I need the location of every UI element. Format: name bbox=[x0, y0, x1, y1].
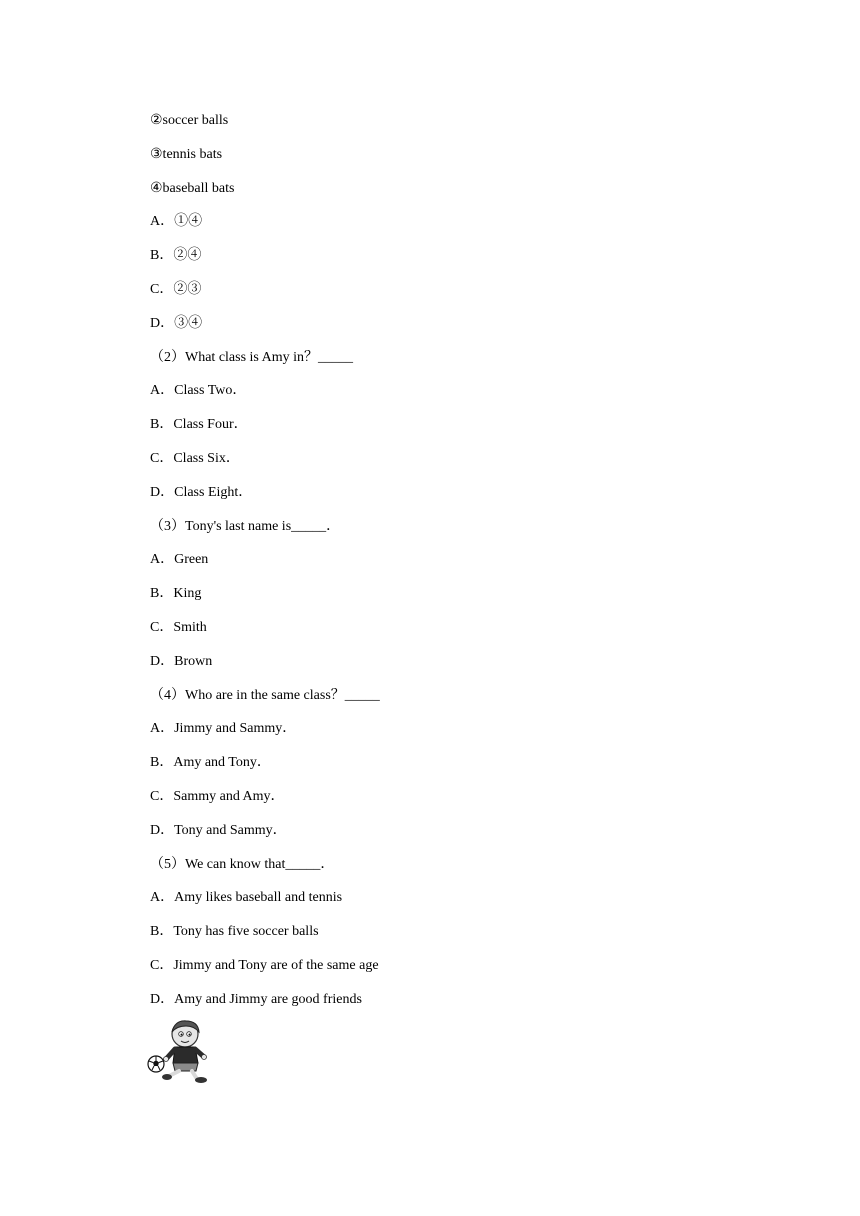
q1-choice-c: C．②③ bbox=[150, 281, 202, 297]
boy-kicking-soccer-ball-illustration bbox=[145, 1018, 213, 1084]
option-baseball-bats: ④baseball bats bbox=[150, 180, 235, 196]
q1-choice-a: A．①④ bbox=[150, 214, 203, 230]
question-2: （2）What class is Amy in？_____ bbox=[150, 349, 353, 365]
q3-choice-a: A．Green bbox=[150, 552, 209, 568]
q2-choice-a: A．Class Two． bbox=[150, 383, 247, 399]
q5-choice-d: D．Amy and Jimmy are good friends bbox=[150, 991, 362, 1007]
q2-choice-c: C．Class Six． bbox=[150, 450, 240, 466]
q4-choice-c: C．Sammy and Amy． bbox=[150, 788, 285, 804]
q1-choice-d: D．③④ bbox=[150, 315, 203, 331]
question-4: （4）Who are in the same class？_____ bbox=[150, 687, 380, 703]
question-5: （5）We can know that_____． bbox=[150, 856, 335, 872]
q4-choice-d: D．Tony and Sammy． bbox=[150, 822, 287, 838]
q5-choice-b: B．Tony has five soccer balls bbox=[150, 924, 319, 940]
q3-choice-d: D．Brown bbox=[150, 653, 213, 669]
q1-choice-b: B．②④ bbox=[150, 248, 202, 264]
option-soccer-balls: ②soccer balls bbox=[150, 113, 229, 128]
q4-choice-b: B．Amy and Tony． bbox=[150, 755, 271, 771]
option-tennis-bats: ③tennis bats bbox=[150, 146, 223, 162]
q2-choice-b: B．Class Four． bbox=[150, 417, 248, 433]
q4-choice-a: A．Jimmy and Sammy． bbox=[150, 721, 297, 737]
q5-choice-c: C．Jimmy and Tony are of the same age bbox=[150, 957, 379, 973]
q3-choice-b: B．King bbox=[150, 586, 202, 602]
q2-choice-d: D．Class Eight． bbox=[150, 484, 253, 500]
q5-choice-a: A．Amy likes baseball and tennis bbox=[150, 890, 343, 906]
question-3: （3）Tony's last name is_____． bbox=[150, 518, 341, 534]
q3-choice-c: C．Smith bbox=[150, 619, 207, 635]
document-body bbox=[150, 110, 770, 1023]
